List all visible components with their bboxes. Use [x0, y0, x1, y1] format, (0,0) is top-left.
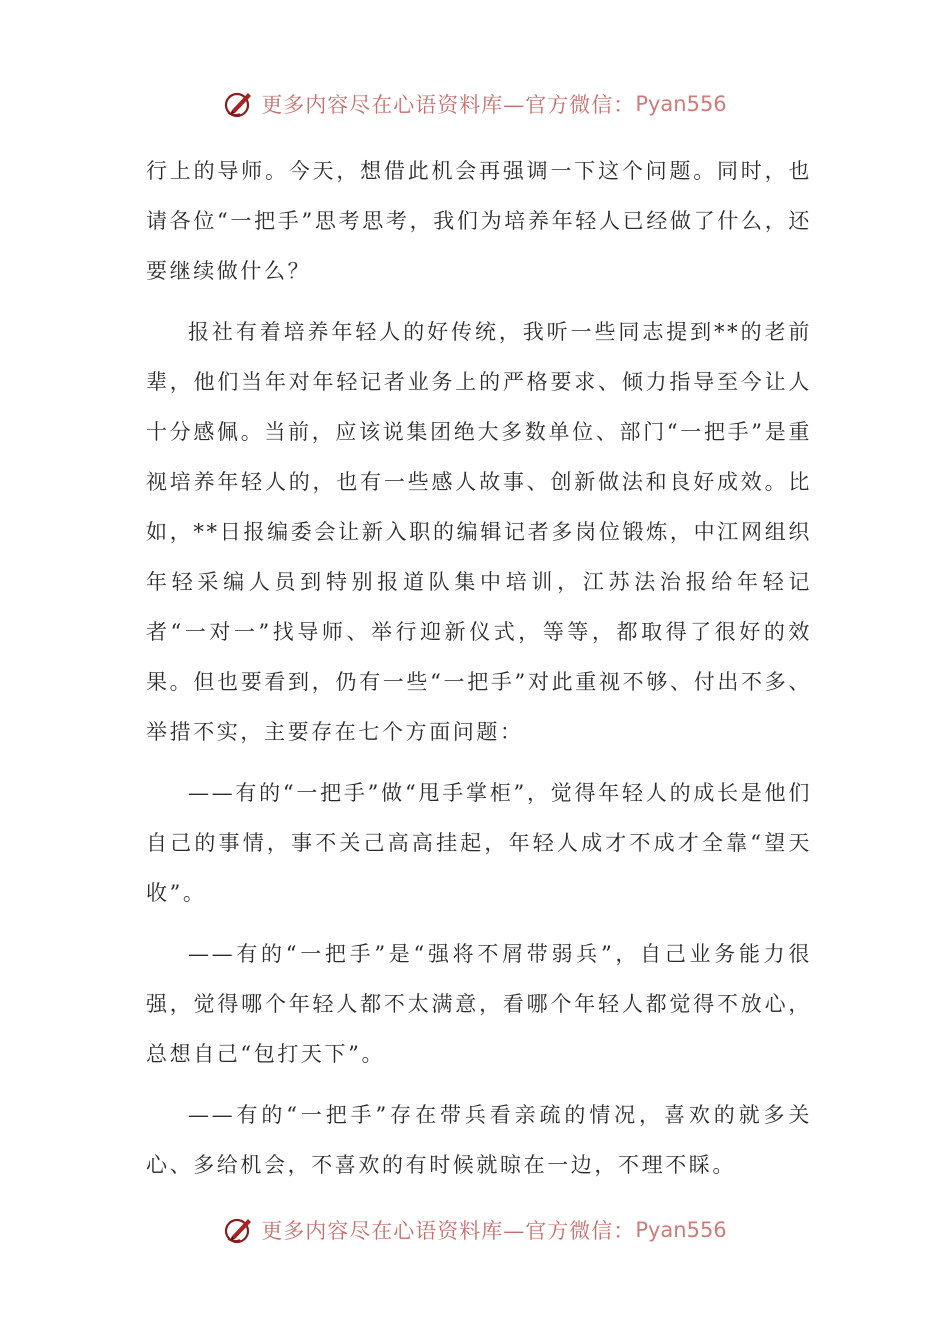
footer-watermark: [0, 1210, 950, 1250]
watermark-wechat-id: Pyan556: [635, 1218, 727, 1242]
paragraph-problem-2: ——有的“一把手”是“强将不屑带弱兵”，自己业务能力很强，觉得哪个年轻人都不太满意，看哪个年轻人都觉得不放心，总想自己“包打天下”。: [146, 942, 812, 1066]
paragraph-problem-3: ——有的“一把手”存在带兵看亲疏的情况，喜欢的就多关心、多给机会，不喜欢的有时候就晾在一边，不理不睬。: [146, 1103, 812, 1177]
paragraph-continued: 行上的导师。今天，想借此机会再强调一下这个问题。同时，也请各位“一把手”思考思考，我们为培养年轻人已经做了什么，还要继续做什么？: [146, 159, 812, 283]
paragraph-problem-1: ——有的“一把手”做“甩手掌柜”，觉得年轻人的成长是他们自己的事情，事不关己高高挂起，年轻人成才不成才全靠“望天收”。: [146, 781, 812, 905]
watermark-wechat-id: Pyan556: [635, 92, 727, 116]
pen-logo-icon: [223, 88, 255, 120]
pen-logo-icon: [223, 1214, 255, 1246]
document-body: [146, 146, 812, 1190]
paragraph-tradition: 报社有着培养年轻人的好传统，我听一些同志提到**的老前辈，他们当年对年轻记者业务上的严格要求、倾力指导至今让人十分感佩。当前，应该说集团绝大多数单位、部门“一把手”是重视培养年轻人的，也有一些感人故事、创新做法和良好成效。比如，**日报编委会让新入职的编辑记者多岗位锻炼，中江网组织年轻采编人员到特别报道队集中培训，江苏法治报给年轻记者“一对一”找导师、举行迎新仪式，等等，都取得了很好的效果。但也要看到，仍有一些“一把手”对此重视不够、付出不多、举措不实，主要存在七个方面问题：: [146, 320, 812, 744]
watermark-text: 更多内容尽在心语资料库—官方微信：: [261, 93, 636, 117]
header-watermark: [0, 84, 950, 124]
watermark-text: 更多内容尽在心语资料库—官方微信：: [261, 1219, 636, 1243]
